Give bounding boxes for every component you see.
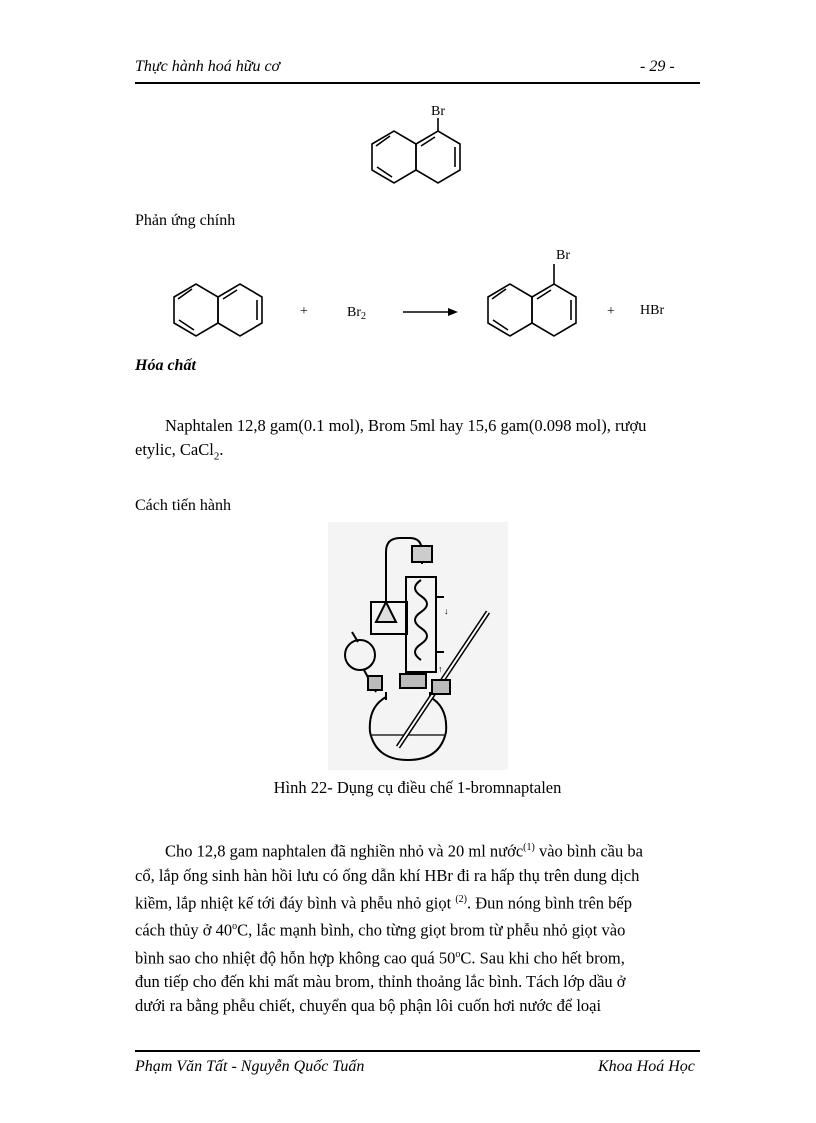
header-rule [135,82,700,84]
footer-authors: Phạm Văn Tất - Nguyễn Quốc Tuấn [135,1058,365,1075]
reaction-heading: Phản ứng chính [135,212,236,229]
product-substituent: Br [556,248,570,263]
footer-rule [135,1050,700,1052]
naphthalene-reactant [174,284,262,336]
page-number: - 29 - [640,58,675,75]
header-title: Thực hành hoá hữu cơ [135,58,281,75]
chemicals-heading: Hóa chất [135,357,196,374]
chemicals-list: Naphtalen 12,8 gam(0.1 mol), Brom 5ml hay 15,6 gam(0.098 mol), rượu etylic, CaCl$_2$. [135,416,647,463]
footer-department: Khoa Hoá Học [598,1058,695,1075]
plus-sign-2: + [607,304,615,319]
plus-sign: + [300,304,308,319]
bromonaphthalene-product [488,264,576,336]
bromonaphthalene-structure [355,100,485,195]
bromine-subscript: 2 [361,311,366,322]
figure-caption: Hình 22- Dụng cụ điều chế 1-bromnaptalen [273,778,562,797]
hbr-byproduct: HBr [640,303,665,318]
apparatus-figure [328,522,508,770]
procedure-paragraph: Cho 12,8 gam naphtalen đã nghiền nhỏ và 20 ml nước$^{(1)}$ vào bình cầu ba cổ, lắp ống sinh hàn hồi lưu có ống dẫn khí HBr đi ra hấp thụ trên dung dịch kiềm, lắp nhiệt kế tới đáy bình và phễu nhỏ giọt $^{(2)}$. Đun nóng bình trên bếp cách thủy ở 40$^o$C, lắc mạnh bình, cho từng giọt brom từ phễu nhỏ giọt vào bình sao cho nhiệt độ hỗn hợp không cao quá 50$^o$C. Sau khi cho hết brom, đun tiếp cho đến khi mất màu brom, thỉnh thoảng lắc bình. Tách lớp dầu ở dưới ra bằng phễu chiết, chuyển qua bộ phận lôi cuốn hơi nước để loại [135,841,643,1015]
procedure-heading: Cách tiến hành [135,497,231,514]
reaction-scheme [160,242,680,342]
structure-substituent: Br [431,104,445,119]
svg-text:↑: ↑ [438,664,443,674]
bromine-reagent: Br [347,305,361,320]
svg-text:↓: ↓ [444,606,449,616]
svg-text:Br2 [347,305,366,322]
